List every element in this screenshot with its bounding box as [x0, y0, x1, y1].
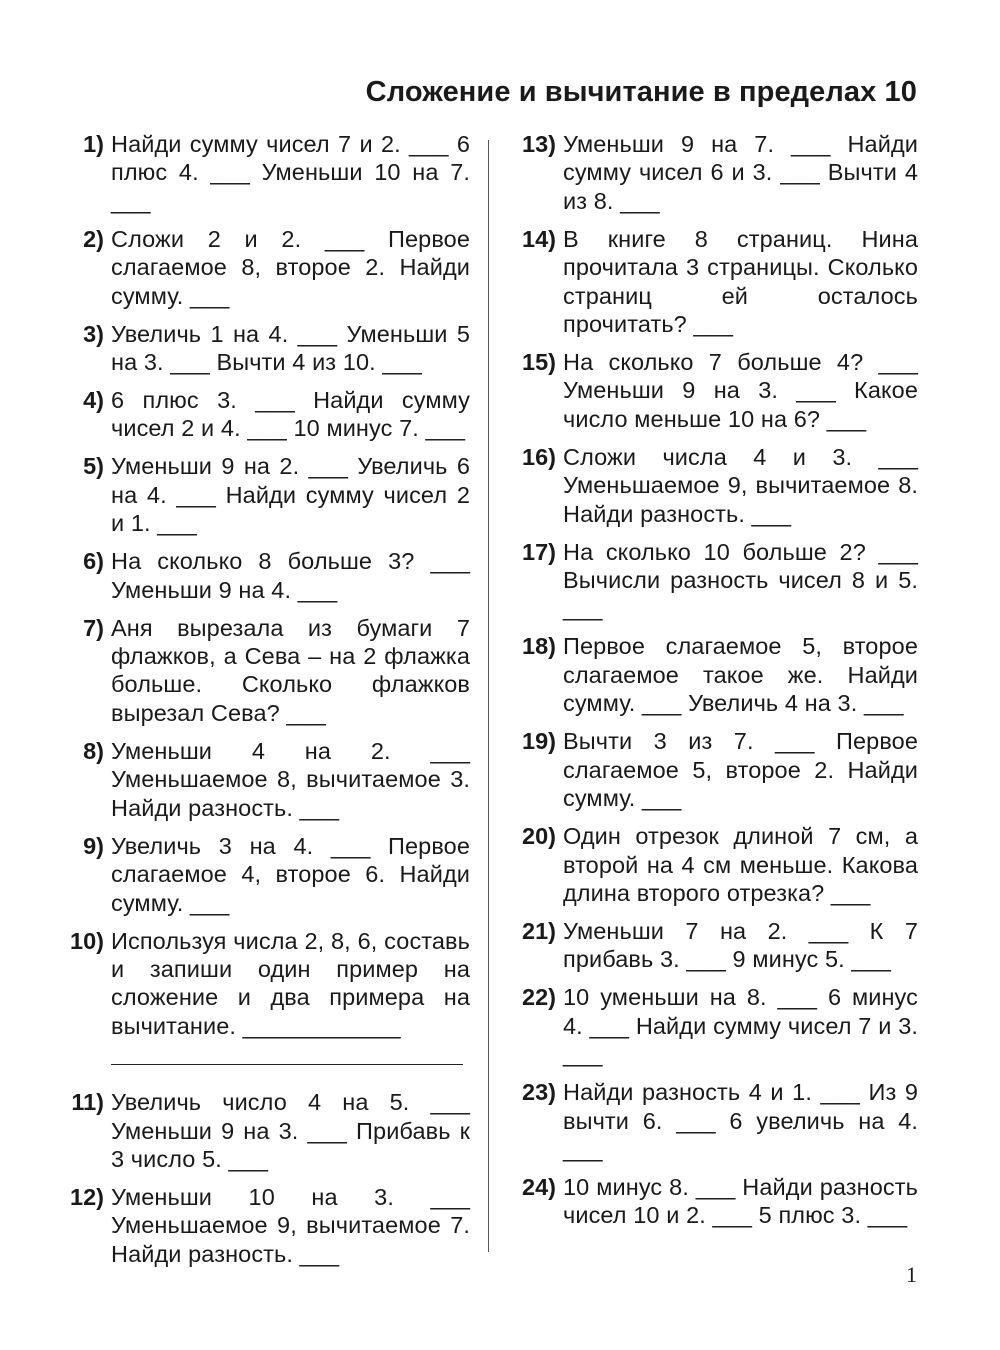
- problem-number: 20): [522, 823, 556, 850]
- problem-text: Сложи числа 4 и 3. ___ Уменьшаемое 9, вычитаемое 8. Найди разность. ___: [563, 443, 918, 527]
- problem-6: [48, 547, 470, 604]
- problem-12: [48, 1183, 470, 1268]
- problem-7: [48, 614, 470, 728]
- problem-number: 3): [83, 320, 104, 347]
- problem-number: 23): [522, 1079, 556, 1106]
- problem-22: [500, 983, 918, 1068]
- problem-2: [48, 225, 470, 310]
- problem-number: 11): [71, 1089, 104, 1116]
- problem-text: В книге 8 страниц. Нина прочитала 3 страницы. Сколько страниц ей осталось прочитать? ___: [563, 225, 918, 338]
- problem-text: Уменьши 7 на 2. ___ К 7 прибавь 3. ___ 9 минус 5. ___: [563, 917, 918, 973]
- problem-text: На сколько 7 больше 4? ___ Уменьши 9 на 3. ___ Какое число меньше 10 на 6? ___: [563, 349, 918, 432]
- page-title: Сложение и вычитание в пределах 10: [365, 76, 917, 108]
- right-column: [500, 130, 918, 1239]
- problem-text: 10 минус 8. ___ Найди разность чисел 10 и 2. ___ 5 плюс 3. ___: [563, 1173, 918, 1229]
- problem-number: 17): [522, 538, 556, 565]
- problem-text: Найди разность 4 и 1. ___ Из 9 вычти 6. ___ 6 увеличь на 4. ___: [563, 1079, 918, 1162]
- problem-number: 1): [83, 131, 104, 157]
- problem-number: 24): [522, 1173, 556, 1200]
- problem-8: [48, 737, 470, 822]
- problem-number: 13): [522, 131, 556, 157]
- problem-text: На сколько 10 больше 2? ___ Вычисли разность чисел 8 и 5. ___: [563, 538, 918, 622]
- problem-number: 4): [83, 387, 104, 414]
- problem-number: 22): [522, 984, 556, 1011]
- problem-number: 7): [83, 614, 104, 641]
- problem-text: Увеличь 3 на 4. ___ Первое слагаемое 4, второе 6. Найди сумму. ___: [111, 832, 470, 916]
- problem-text: Уменьши 4 на 2. ___ Уменьшаемое 8, вычитаемое 3. Найди разность. ___: [111, 737, 470, 821]
- problem-text: Используя числа 2, 8, 6, составь и запиши один пример на сложение и два примера на вычитание. ____________: [111, 927, 470, 1039]
- problem-number: 18): [522, 633, 556, 660]
- problem-text: Уменьши 10 на 3. ___ Уменьшаемое 9, вычитаемое 7. Найди разность. ___: [111, 1183, 470, 1267]
- problem-23: [500, 1078, 918, 1163]
- problem-number: 14): [522, 225, 556, 252]
- problem-text: Уменьши 9 на 2. ___ Увеличь 6 на 4. ___ Найди сумму чисел 2 и 1. ___: [111, 453, 470, 537]
- problem-5: [48, 452, 470, 537]
- problem-19: [500, 727, 918, 812]
- problem-21: [500, 917, 918, 974]
- problem-15: [500, 348, 918, 433]
- problem-text: Увеличь число 4 на 5. ___ Уменьши 9 на 3. ___ Прибавь к 3 число 5. ___: [111, 1089, 470, 1172]
- answer-line: [111, 1040, 463, 1065]
- problem-3: [48, 320, 470, 377]
- problem-text: Один отрезок длиной 7 см, а второй на 4 см меньше. Какова длина второго отрезка? ___: [563, 823, 918, 906]
- problem-13: [500, 130, 918, 215]
- problem-17: [500, 538, 918, 623]
- left-column: [48, 130, 470, 1278]
- problem-number: 9): [83, 832, 104, 859]
- problem-text: 10 уменьши на 8. ___ 6 минус 4. ___ Найди сумму чисел 7 и 3. ___: [563, 984, 918, 1068]
- problem-text: Первое слагаемое 5, второе слагаемое такое же. Найди сумму. ___ Увеличь 4 на 3. ___: [563, 633, 918, 717]
- problem-number: 16): [522, 443, 556, 470]
- problem-11: [48, 1088, 470, 1173]
- problem-9: [48, 832, 470, 917]
- problem-20: [500, 822, 918, 907]
- problem-text: Найди сумму чисел 7 и 2. ___ 6 плюс 4. ___ Уменьши 10 на 7. ___: [111, 131, 470, 214]
- problem-16: [500, 443, 918, 528]
- problem-text: На сколько 8 больше 3? ___ Уменьши 9 на 4. ___: [111, 548, 470, 603]
- problem-text: Сложи 2 и 2. ___ Первое слагаемое 8, второе 2. Найди сумму. ___: [111, 225, 470, 309]
- problem-number: 2): [83, 225, 104, 252]
- problem-text: Аня вырезала из бумаги 7 флажков, а Сева – на 2 флажка больше. Сколько флажков вырезал Сева? ___: [111, 614, 470, 726]
- problem-18: [500, 632, 918, 717]
- problem-14: [500, 225, 918, 339]
- problem-number: 6): [83, 548, 104, 575]
- problem-number: 5): [83, 453, 104, 480]
- page-number: 1: [906, 1262, 917, 1287]
- problem-text: 6 плюс 3. ___ Найди сумму чисел 2 и 4. ___ 10 минус 7. ___: [111, 387, 470, 442]
- problem-number: 8): [83, 737, 104, 764]
- problem-24: [500, 1173, 918, 1230]
- problem-4: [48, 386, 470, 443]
- problem-1: [48, 130, 470, 215]
- problem-number: 10): [70, 927, 104, 954]
- problem-text: Уменьши 9 на 7. ___ Найди сумму чисел 6 и 3. ___ Вычти 4 из 8. ___: [563, 131, 918, 214]
- problem-text: Вычти 3 из 7. ___ Первое слагаемое 5, второе 2. Найди сумму. ___: [563, 728, 918, 812]
- problem-number: 19): [522, 728, 556, 755]
- problem-number: 15): [522, 349, 556, 376]
- problem-number: 21): [522, 917, 556, 944]
- problem-number: 12): [70, 1183, 104, 1210]
- problem-10: [48, 927, 470, 1041]
- column-divider: [488, 140, 489, 1252]
- problem-text: Увеличь 1 на 4. ___ Уменьши 5 на 3. ___ Вычти 4 из 10. ___: [111, 320, 470, 376]
